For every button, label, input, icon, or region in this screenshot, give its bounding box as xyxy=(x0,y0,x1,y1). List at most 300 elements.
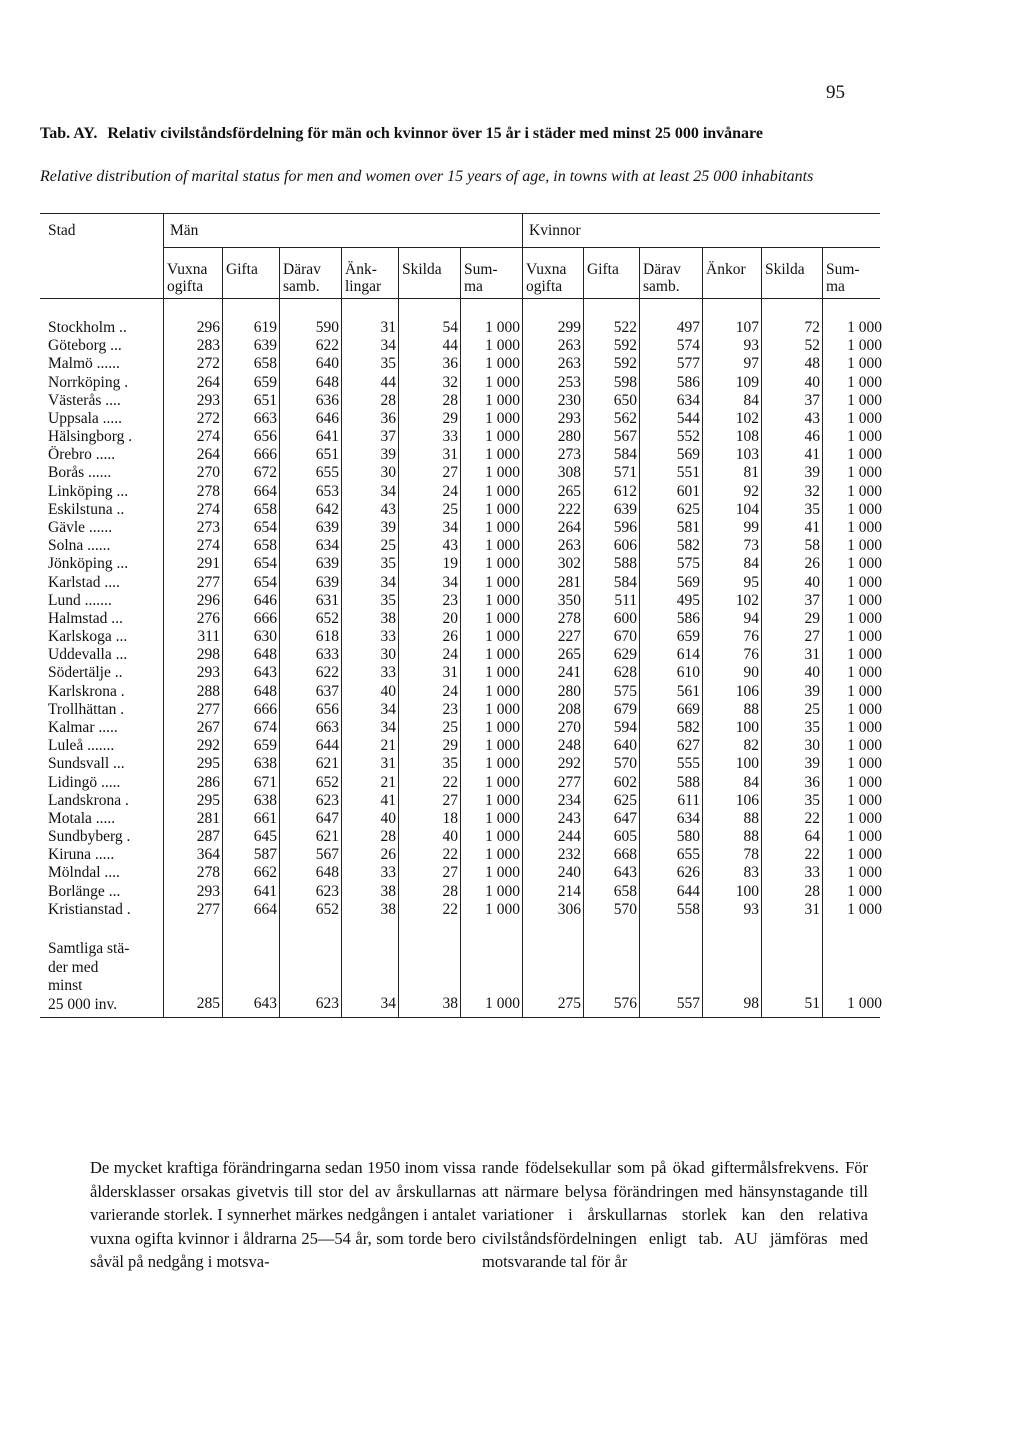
table-cell: 274 xyxy=(196,501,220,518)
table-label: Tab. AY. xyxy=(40,125,98,142)
table-cell: 64 xyxy=(804,828,820,845)
row-city: Jönköping ... xyxy=(48,555,129,572)
table-cell: 646 xyxy=(253,592,277,609)
table-cell: 1 000 xyxy=(485,501,520,518)
table-title-swedish: Relativ civilståndsfördelning för män och kvinnor över 15 år i städer med minst 25 000 invånare xyxy=(107,125,763,142)
table-cell: 656 xyxy=(315,701,339,718)
table-cell: 622 xyxy=(315,664,339,681)
table-cell: 594 xyxy=(613,719,637,736)
table-cell: 41 xyxy=(804,446,820,463)
table-cell: 27 xyxy=(804,628,820,645)
table-cell: 24 xyxy=(442,683,458,700)
table-cell: 1 000 xyxy=(847,319,882,336)
column-header xyxy=(345,261,381,295)
table-cell: 640 xyxy=(613,737,637,754)
table-cell: 552 xyxy=(676,428,700,445)
table-cell: 625 xyxy=(613,792,637,809)
table-cell: 644 xyxy=(676,883,700,900)
table-cell: 1 000 xyxy=(485,683,520,700)
row-city: Uddevalla ... xyxy=(48,646,128,663)
table-cell: 639 xyxy=(315,574,339,591)
table-cell: 1 000 xyxy=(847,792,882,809)
row-city: Kalmar ..... xyxy=(48,719,118,736)
table-cell: 273 xyxy=(557,446,581,463)
table-cell: 611 xyxy=(677,792,700,809)
table-cell: 26 xyxy=(804,555,820,572)
table-cell: 1 000 xyxy=(485,792,520,809)
table-cell: 44 xyxy=(442,337,458,354)
table-cell: 28 xyxy=(380,392,396,409)
table-cell: 663 xyxy=(315,719,339,736)
table-cell: 24 xyxy=(442,483,458,500)
table-cell: 278 xyxy=(196,864,220,881)
table-cell: 100 xyxy=(735,755,759,772)
table-cell: 628 xyxy=(613,664,637,681)
table-cell: 630 xyxy=(253,628,277,645)
table-top-rule xyxy=(40,213,880,214)
table-cell: 648 xyxy=(315,374,339,391)
table-cell: 1 000 xyxy=(485,883,520,900)
table-cell: 647 xyxy=(613,810,637,827)
table-cell: 1 000 xyxy=(485,664,520,681)
table-cell: 1 000 xyxy=(485,519,520,536)
table-cell: 58 xyxy=(804,537,820,554)
table-cell: 612 xyxy=(613,483,637,500)
column-header xyxy=(526,261,566,295)
total-label-line: minst xyxy=(48,977,83,994)
row-city: Uppsala ..... xyxy=(48,410,123,427)
table-cell: 577 xyxy=(676,355,700,372)
table-cell: 580 xyxy=(676,828,700,845)
table-cell: 1 000 xyxy=(485,410,520,427)
table-cell: 39 xyxy=(380,519,396,536)
table-cell: 34 xyxy=(380,337,396,354)
total-cell: 623 xyxy=(315,995,339,1012)
table-cell: 243 xyxy=(557,810,581,827)
table-cell: 610 xyxy=(676,664,700,681)
row-city: Kristianstad . xyxy=(48,901,131,918)
table-cell: 33 xyxy=(442,428,458,445)
row-city: Hälsingborg . xyxy=(48,428,133,445)
table-cell: 264 xyxy=(196,374,220,391)
table-cell: 1 000 xyxy=(847,737,882,754)
table-cell: 39 xyxy=(380,446,396,463)
table-cell: 1 000 xyxy=(847,701,882,718)
table-cell: 293 xyxy=(557,410,581,427)
table-cell: 626 xyxy=(676,864,700,881)
table-cell: 234 xyxy=(557,792,581,809)
table-cell: 240 xyxy=(557,864,581,881)
table-cell: 82 xyxy=(743,737,759,754)
table-cell: 33 xyxy=(380,628,396,645)
table-cell: 619 xyxy=(253,319,277,336)
table-cell: 291 xyxy=(196,555,220,572)
table-cell: 272 xyxy=(196,355,220,372)
table-cell: 36 xyxy=(442,355,458,372)
table-cell: 1 000 xyxy=(847,646,882,663)
total-cell: 98 xyxy=(743,995,759,1012)
table-cell: 601 xyxy=(676,483,700,500)
table-cell: 35 xyxy=(804,792,820,809)
table-cell: 283 xyxy=(196,337,220,354)
table-cell: 1 000 xyxy=(847,483,882,500)
table-cell: 647 xyxy=(315,810,339,827)
table-cell: 586 xyxy=(676,610,700,627)
table-cell: 43 xyxy=(380,501,396,518)
table-cell: 679 xyxy=(613,701,637,718)
table-cell: 32 xyxy=(442,374,458,391)
table-cell: 1 000 xyxy=(847,664,882,681)
table-cell: 659 xyxy=(253,737,277,754)
column-header-line: Därav xyxy=(283,261,321,278)
table-cell: 364 xyxy=(196,846,220,863)
table-cell: 270 xyxy=(196,464,220,481)
table-cell: 20 xyxy=(442,610,458,627)
table-cell: 570 xyxy=(613,901,637,918)
table-cell: 1 000 xyxy=(847,355,882,372)
table-cell: 656 xyxy=(253,428,277,445)
table-cell: 30 xyxy=(380,464,396,481)
column-header xyxy=(402,261,442,278)
table-cell: 93 xyxy=(743,337,759,354)
table-cell: 280 xyxy=(557,683,581,700)
table-cell: 263 xyxy=(557,537,581,554)
table-cell: 1 000 xyxy=(485,464,520,481)
column-header xyxy=(826,261,860,295)
row-city: Göteborg ... xyxy=(48,337,122,354)
table-cell: 658 xyxy=(253,355,277,372)
total-cell: 34 xyxy=(380,995,396,1012)
table-cell: 639 xyxy=(613,501,637,518)
table-cell: 1 000 xyxy=(847,592,882,609)
table-cell: 651 xyxy=(315,446,339,463)
table-cell: 648 xyxy=(253,646,277,663)
total-cell: 1 000 xyxy=(485,995,520,1012)
table-cell: 663 xyxy=(253,410,277,427)
table-cell: 28 xyxy=(442,392,458,409)
table-cell: 93 xyxy=(743,901,759,918)
table-cell: 1 000 xyxy=(847,846,882,863)
row-city: Borås ...... xyxy=(48,464,112,481)
column-header-line: samb. xyxy=(643,278,680,295)
column-header-line: Sum- xyxy=(826,261,860,278)
table-cell: 1 000 xyxy=(485,555,520,572)
total-cell: 285 xyxy=(196,995,220,1012)
table-cell: 35 xyxy=(804,719,820,736)
table-cell: 273 xyxy=(196,519,220,536)
table-cell: 22 xyxy=(804,846,820,863)
table-cell: 350 xyxy=(557,592,581,609)
table-cell: 280 xyxy=(557,428,581,445)
table-cell: 28 xyxy=(442,883,458,900)
table-cell: 33 xyxy=(380,864,396,881)
table-cell: 1 000 xyxy=(847,428,882,445)
table-cell: 622 xyxy=(315,337,339,354)
table-cell: 1 000 xyxy=(847,828,882,845)
table-cell: 40 xyxy=(804,374,820,391)
row-city: Norrköping . xyxy=(48,374,129,391)
table-cell: 23 xyxy=(442,701,458,718)
column-header xyxy=(706,261,746,278)
table-cell: 100 xyxy=(735,719,759,736)
table-cell: 277 xyxy=(196,701,220,718)
table-cell: 661 xyxy=(253,810,277,827)
table-cell: 52 xyxy=(804,337,820,354)
table-cell: 551 xyxy=(676,464,700,481)
table-cell: 276 xyxy=(196,610,220,627)
table-cell: 1 000 xyxy=(485,355,520,372)
table-cell: 666 xyxy=(253,701,277,718)
column-header-line: Därav xyxy=(643,261,681,278)
table-cell: 638 xyxy=(253,792,277,809)
table-cell: 311 xyxy=(197,628,220,645)
table-cell: 636 xyxy=(315,392,339,409)
table-cell: 639 xyxy=(253,337,277,354)
table-cell: 33 xyxy=(380,664,396,681)
table-cell: 614 xyxy=(676,646,700,663)
table-cell: 1 000 xyxy=(485,337,520,354)
table-cell: 571 xyxy=(613,464,637,481)
table-cell: 36 xyxy=(804,774,820,791)
table-cell: 640 xyxy=(315,355,339,372)
table-cell: 544 xyxy=(676,410,700,427)
row-city: Lidingö ..... xyxy=(48,774,121,791)
row-city: Landskrona . xyxy=(48,792,129,809)
table-cell: 208 xyxy=(557,701,581,718)
table-cell: 584 xyxy=(613,574,637,591)
row-city: Västerås .... xyxy=(48,392,121,409)
table-cell: 645 xyxy=(253,828,277,845)
table-cell: 293 xyxy=(196,883,220,900)
table-cell: 88 xyxy=(743,701,759,718)
table-cell: 569 xyxy=(676,446,700,463)
table-cell: 34 xyxy=(380,701,396,718)
table-cell: 668 xyxy=(613,846,637,863)
table-cell: 25 xyxy=(804,701,820,718)
table-cell: 90 xyxy=(743,664,759,681)
column-separator xyxy=(398,248,399,1017)
table-cell: 655 xyxy=(315,464,339,481)
column-header-line: Skilda xyxy=(402,261,442,278)
table-cell: 1 000 xyxy=(847,610,882,627)
column-separator xyxy=(460,248,461,1017)
table-cell: 581 xyxy=(676,519,700,536)
table-cell: 25 xyxy=(442,501,458,518)
page-number: 95 xyxy=(826,82,845,103)
table-cell: 92 xyxy=(743,483,759,500)
table-cell: 1 000 xyxy=(485,719,520,736)
table-cell: 1 000 xyxy=(847,537,882,554)
table-cell: 655 xyxy=(676,846,700,863)
table-cell: 1 000 xyxy=(847,810,882,827)
row-city: Solna ...... xyxy=(48,537,111,554)
table-title xyxy=(40,124,900,144)
row-city: Luleå ....... xyxy=(48,737,115,754)
table-cell: 674 xyxy=(253,719,277,736)
table-cell: 23 xyxy=(442,592,458,609)
table-cell: 567 xyxy=(613,428,637,445)
table-cell: 40 xyxy=(804,574,820,591)
table-cell: 1 000 xyxy=(847,755,882,772)
table-cell: 41 xyxy=(804,519,820,536)
table-cell: 623 xyxy=(315,792,339,809)
table-cell: 33 xyxy=(804,864,820,881)
table-cell: 28 xyxy=(380,828,396,845)
table-cell: 222 xyxy=(557,501,581,518)
table-cell: 562 xyxy=(613,410,637,427)
table-cell: 274 xyxy=(196,428,220,445)
table-cell: 637 xyxy=(315,683,339,700)
table-cell: 22 xyxy=(442,774,458,791)
table-cell: 1 000 xyxy=(485,392,520,409)
table-cell: 1 000 xyxy=(847,883,882,900)
table-cell: 39 xyxy=(804,683,820,700)
table-cell: 108 xyxy=(735,428,759,445)
table-cell: 95 xyxy=(743,574,759,591)
table-cell: 308 xyxy=(557,464,581,481)
table-cell: 99 xyxy=(743,519,759,536)
table-cell: 648 xyxy=(315,864,339,881)
table-cell: 1 000 xyxy=(847,774,882,791)
table-cell: 1 000 xyxy=(847,574,882,591)
table-cell: 31 xyxy=(804,901,820,918)
table-cell: 652 xyxy=(315,774,339,791)
table-cell: 265 xyxy=(557,483,581,500)
table-cell: 570 xyxy=(613,755,637,772)
row-city: Halmstad ... xyxy=(48,610,123,627)
table-cell: 288 xyxy=(196,683,220,700)
row-city: Stockholm .. xyxy=(48,319,127,336)
table-cell: 631 xyxy=(315,592,339,609)
header-man: Män xyxy=(170,222,199,239)
table-cell: 24 xyxy=(442,646,458,663)
table-cell: 293 xyxy=(196,664,220,681)
table-cell: 634 xyxy=(315,537,339,554)
table-cell: 22 xyxy=(442,901,458,918)
table-cell: 1 000 xyxy=(485,483,520,500)
table-cell: 97 xyxy=(743,355,759,372)
table-cell: 555 xyxy=(676,755,700,772)
total-cell: 275 xyxy=(557,995,581,1012)
column-header-line: ma xyxy=(826,278,845,295)
table-cell: 602 xyxy=(613,774,637,791)
table-cell: 38 xyxy=(380,901,396,918)
table-cell: 662 xyxy=(253,864,277,881)
table-cell: 592 xyxy=(613,337,637,354)
table-cell: 1 000 xyxy=(485,774,520,791)
table-cell: 38 xyxy=(380,883,396,900)
table-cell: 35 xyxy=(380,555,396,572)
table-cell: 35 xyxy=(442,755,458,772)
table-cell: 1 000 xyxy=(847,519,882,536)
table-cell: 600 xyxy=(613,610,637,627)
table-cell: 650 xyxy=(613,392,637,409)
column-header-line: Änk- xyxy=(345,261,377,278)
table-cell: 34 xyxy=(380,574,396,591)
row-city: Mölndal .... xyxy=(48,864,120,881)
table-cell: 1 000 xyxy=(485,537,520,554)
table-cell: 21 xyxy=(380,774,396,791)
table-cell: 292 xyxy=(557,755,581,772)
table-cell: 46 xyxy=(804,428,820,445)
table-cell: 1 000 xyxy=(847,719,882,736)
table-cell: 641 xyxy=(315,428,339,445)
column-header xyxy=(587,261,619,278)
table-cell: 634 xyxy=(676,392,700,409)
table-cell: 643 xyxy=(613,864,637,881)
table-cell: 43 xyxy=(804,410,820,427)
table-cell: 35 xyxy=(380,355,396,372)
table-cell: 618 xyxy=(315,628,339,645)
table-cell: 73 xyxy=(743,537,759,554)
column-header-line: Änkor xyxy=(706,261,746,278)
table-cell: 1 000 xyxy=(485,737,520,754)
table-cell: 1 000 xyxy=(847,555,882,572)
table-cell: 107 xyxy=(735,319,759,336)
table-cell: 1 000 xyxy=(847,337,882,354)
table-cell: 103 xyxy=(735,446,759,463)
table-cell: 1 000 xyxy=(847,464,882,481)
table-cell: 653 xyxy=(315,483,339,500)
total-cell: 51 xyxy=(804,995,820,1012)
table-cell: 30 xyxy=(804,737,820,754)
table-cell: 27 xyxy=(442,864,458,881)
table-cell: 1 000 xyxy=(847,446,882,463)
table-cell: 264 xyxy=(196,446,220,463)
table-cell: 621 xyxy=(315,828,339,845)
table-cell: 1 000 xyxy=(485,446,520,463)
table-cell: 296 xyxy=(196,592,220,609)
table-cell: 264 xyxy=(557,519,581,536)
table-cell: 34 xyxy=(380,719,396,736)
column-header-line: Vuxna xyxy=(167,261,208,278)
total-cell: 557 xyxy=(676,995,700,1012)
table-cell: 659 xyxy=(253,374,277,391)
table-cell: 648 xyxy=(253,683,277,700)
row-city: Motala ..... xyxy=(48,810,116,827)
column-header-line: Vuxna xyxy=(526,261,567,278)
table-cell: 31 xyxy=(442,446,458,463)
table-cell: 629 xyxy=(613,646,637,663)
table-cell: 1 000 xyxy=(847,683,882,700)
table-cell: 34 xyxy=(442,574,458,591)
table-cell: 586 xyxy=(676,374,700,391)
table-cell: 102 xyxy=(735,410,759,427)
table-cell: 267 xyxy=(196,719,220,736)
table-cell: 638 xyxy=(253,755,277,772)
table-cell: 1 000 xyxy=(485,319,520,336)
table-cell: 1 000 xyxy=(847,410,882,427)
table-cell: 227 xyxy=(557,628,581,645)
table-cell: 88 xyxy=(743,828,759,845)
table-cell: 497 xyxy=(676,319,700,336)
table-cell: 281 xyxy=(557,574,581,591)
table-cell: 76 xyxy=(743,628,759,645)
table-cell: 230 xyxy=(557,392,581,409)
table-cell: 232 xyxy=(557,846,581,863)
table-cell: 302 xyxy=(557,555,581,572)
table-cell: 658 xyxy=(253,501,277,518)
table-cell: 596 xyxy=(613,519,637,536)
total-cell: 38 xyxy=(442,995,458,1012)
row-city: Trollhättan . xyxy=(48,701,125,718)
table-cell: 1 000 xyxy=(485,428,520,445)
table-cell: 1 000 xyxy=(485,592,520,609)
table-cell: 659 xyxy=(676,628,700,645)
table-cell: 40 xyxy=(380,683,396,700)
table-cell: 1 000 xyxy=(485,846,520,863)
table-cell: 295 xyxy=(196,755,220,772)
